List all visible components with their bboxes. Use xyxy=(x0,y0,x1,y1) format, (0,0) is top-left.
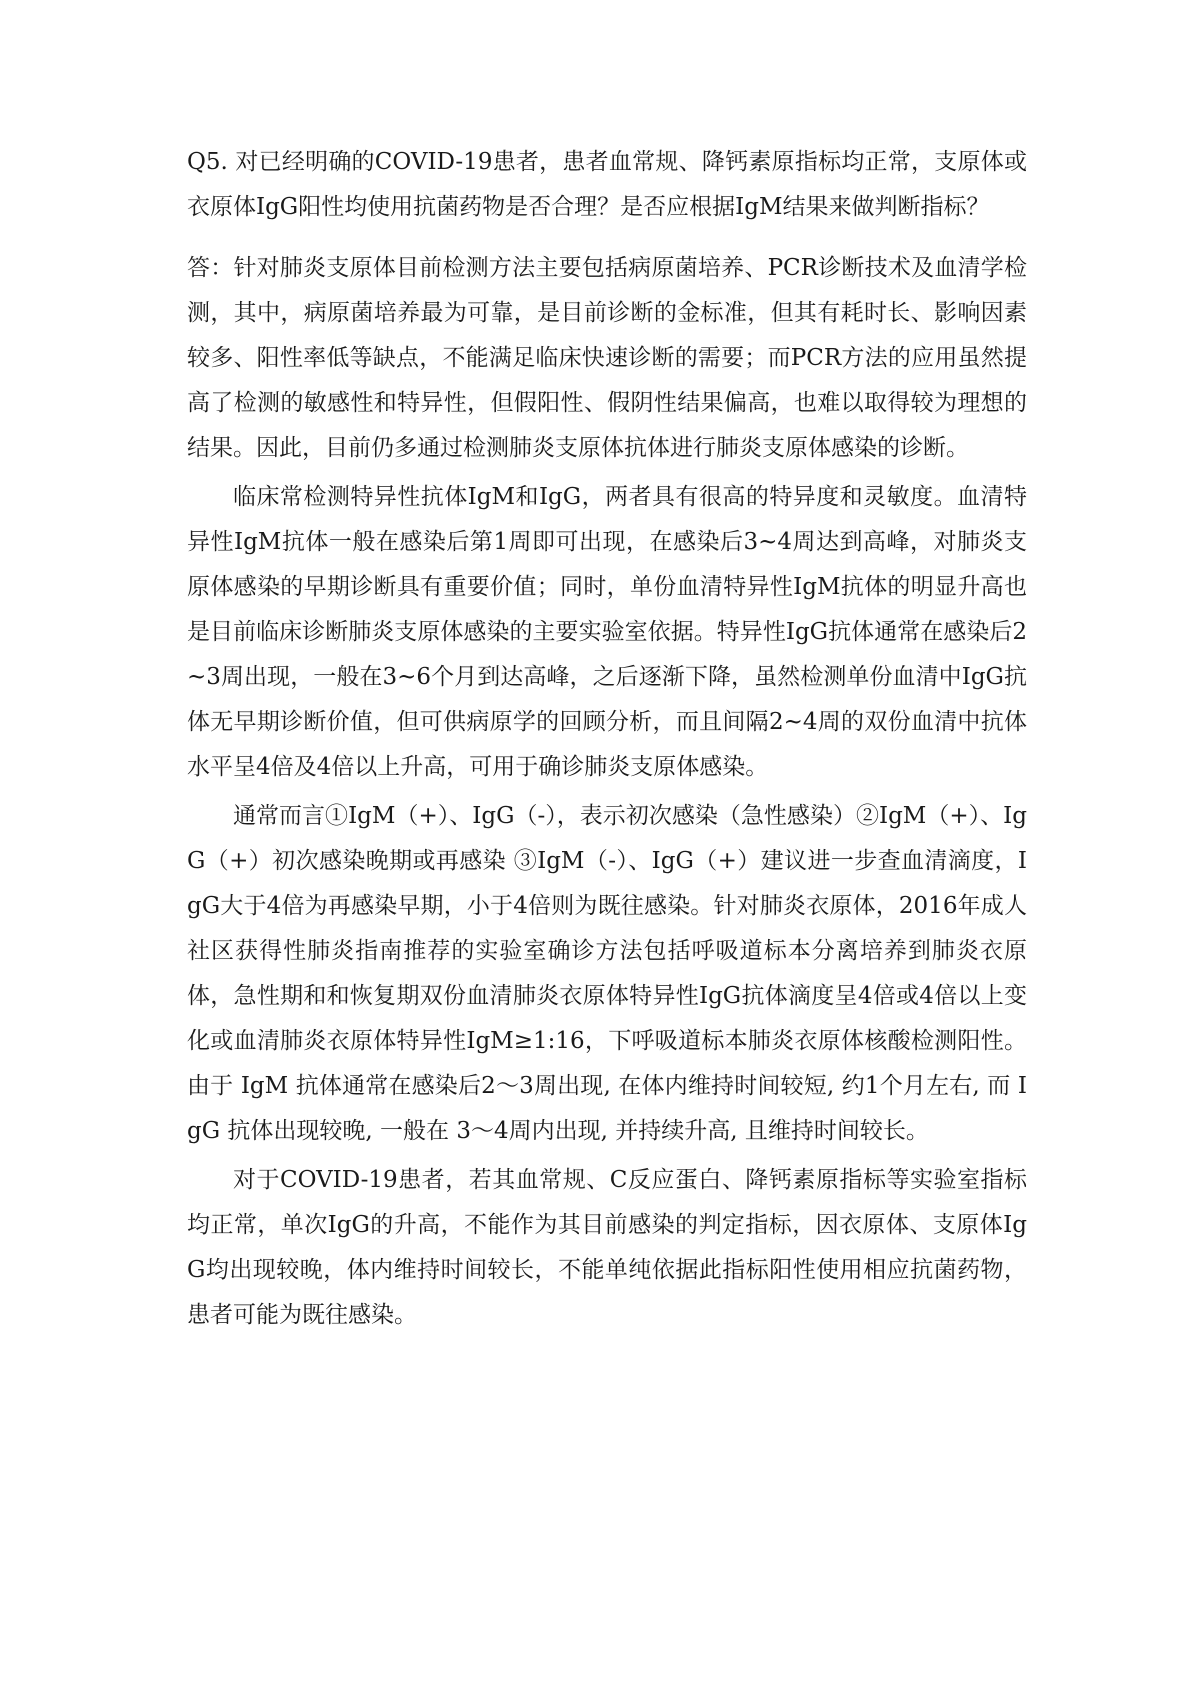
antibody-detection-paragraph: 临床常检测特异性抗体IgM和IgG，两者具有很高的特异度和灵敏度。血清特异性IgM抗体一般在感染后第1周即可出现，在感染后3~4周达到高峰，对肺炎支原体感染的早期诊断具有重要价值；同时，单份血清特异性IgM抗体的明显升高也是目前临床诊断肺炎支原体感染的主要实验室依据。特异性IgG抗体通常在感染后2~3周出现，一般在3~6个月到达高峰，之后逐渐下降，虽然检测单份血清中IgG抗体无早期诊断价值，但可供病原学的回顾分析，而且间隔2~4周的双份血清中抗体水平呈4倍及4倍以上升高，可用于确诊肺炎支原体感染。 xyxy=(187,484,1027,780)
document-body xyxy=(187,140,1027,1338)
interpretation-paragraph: 通常而言①IgM（+）、IgG（-），表示初次感染（急性感染）②IgM（+）、IgG（+）初次感染晚期或再感染 ③IgM（-）、IgG（+）建议进一步查血清滴度，IgG大于4倍为再感染早期，小于4倍则为既往感染。针对肺炎衣原体，2016年成人社区获得性肺炎指南推荐的实验室确诊方法包括呼吸道标本分离培养到肺炎衣原体，急性期和和恢复期双份血清肺炎衣原体特异性IgG抗体滴度呈4倍或4倍以上变化或血清肺炎衣原体特异性IgM≥1:16，下呼吸道标本肺炎衣原体核酸检测阳性。由于 IgM 抗体通常在感染后2～3周出现, 在体内维持时间较短, 约1个月左右, 而 IgG 抗体出现较晚, 一般在 3～4周内出现, 并持续升高, 且维持时间较长。 xyxy=(187,803,1027,1144)
question-paragraph: Q5. 对已经明确的COVID-19患者，患者血常规、降钙素原指标均正常，支原体或衣原体IgG阳性均使用抗菌药物是否合理？是否应根据IgM结果来做判断指标？ xyxy=(187,149,1027,220)
covid-conclusion-paragraph: 对于COVID-19患者，若其血常规、C反应蛋白、降钙素原指标等实验室指标均正常，单次IgG的升高，不能作为其目前感染的判定指标，因衣原体、支原体IgG均出现较晚，体内维持时间较长，不能单纯依据此指标阳性使用相应抗菌药物，患者可能为既往感染。 xyxy=(187,1167,1027,1328)
answer-paragraph: 答：针对肺炎支原体目前检测方法主要包括病原菌培养、PCR诊断技术及血清学检测，其中，病原菌培养最为可靠，是目前诊断的金标准，但其有耗时长、影响因素较多、阳性率低等缺点，不能满足临床快速诊断的需要；而PCR方法的应用虽然提高了检测的敏感性和特异性，但假阳性、假阴性结果偏高，也难以取得较为理想的结果。因此，目前仍多通过检测肺炎支原体抗体进行肺炎支原体感染的诊断。 xyxy=(187,255,1027,461)
